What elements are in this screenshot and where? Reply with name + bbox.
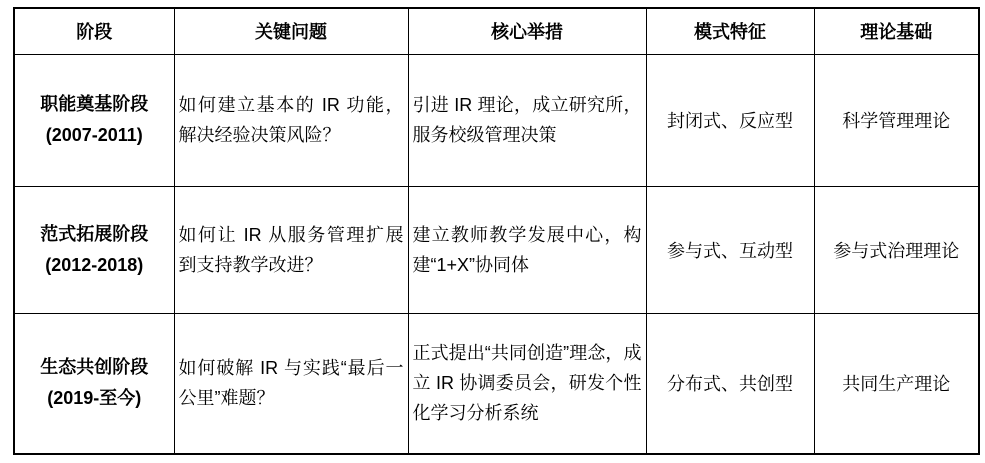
stage-period: (2007-2011): [45, 125, 143, 145]
stage-name: 职能奠基阶段: [40, 94, 149, 114]
theory-basis-cell: 科学管理理论: [814, 54, 979, 186]
header-cell-theory-basis: 理论基础: [814, 8, 979, 54]
stage-cell: [14, 313, 174, 454]
theory-basis-cell: 共同生产理论: [814, 313, 979, 454]
stage-cell: [14, 186, 174, 313]
development-stages-table: [13, 7, 980, 455]
stage-name: 范式拓展阶段: [40, 223, 149, 244]
header-cell-key-question: 关键问题: [174, 8, 408, 54]
header-cell-model-features: 模式特征: [646, 8, 814, 54]
model-features-cell: 封闭式、反应型: [646, 54, 814, 186]
key-question-cell: 如何让 IR 从服务管理扩展到支持教学改进？: [174, 186, 408, 313]
header-cell-stage: 阶段: [14, 8, 174, 54]
core-measures-cell: 正式提出“共同创造”理念，成立 IR 协调委员会，研发个性化学习分析系统: [408, 313, 646, 454]
core-measures-cell: 引进 IR 理论，成立研究所，服务校级管理决策: [408, 54, 646, 186]
theory-basis-cell: 参与式治理理论: [814, 186, 979, 313]
key-question-cell: 如何建立基本的 IR 功能，解决经验决策风险？: [174, 54, 408, 186]
stage-period: (2012-2018): [45, 254, 144, 275]
stage-period: (2019-至今): [47, 388, 142, 409]
table-row-eco-cocreation-stage: [14, 313, 979, 454]
header-cell-core-measures: 核心举措: [408, 8, 646, 54]
core-measures-cell: 建立教师教学发展中心，构建“1+X”协同体: [408, 186, 646, 313]
model-features-cell: 分布式、共创型: [646, 313, 814, 454]
table-row-foundation-stage: [14, 54, 979, 186]
key-question-cell: 如何破解 IR 与实践“最后一公里”难题？: [174, 313, 408, 454]
model-features-cell: 参与式、互动型: [646, 186, 814, 313]
table-header-row: [14, 8, 979, 54]
stage-cell: [14, 54, 174, 186]
table-row-paradigm-expansion-stage: [14, 186, 979, 313]
stage-name: 生态共创阶段: [40, 357, 149, 378]
